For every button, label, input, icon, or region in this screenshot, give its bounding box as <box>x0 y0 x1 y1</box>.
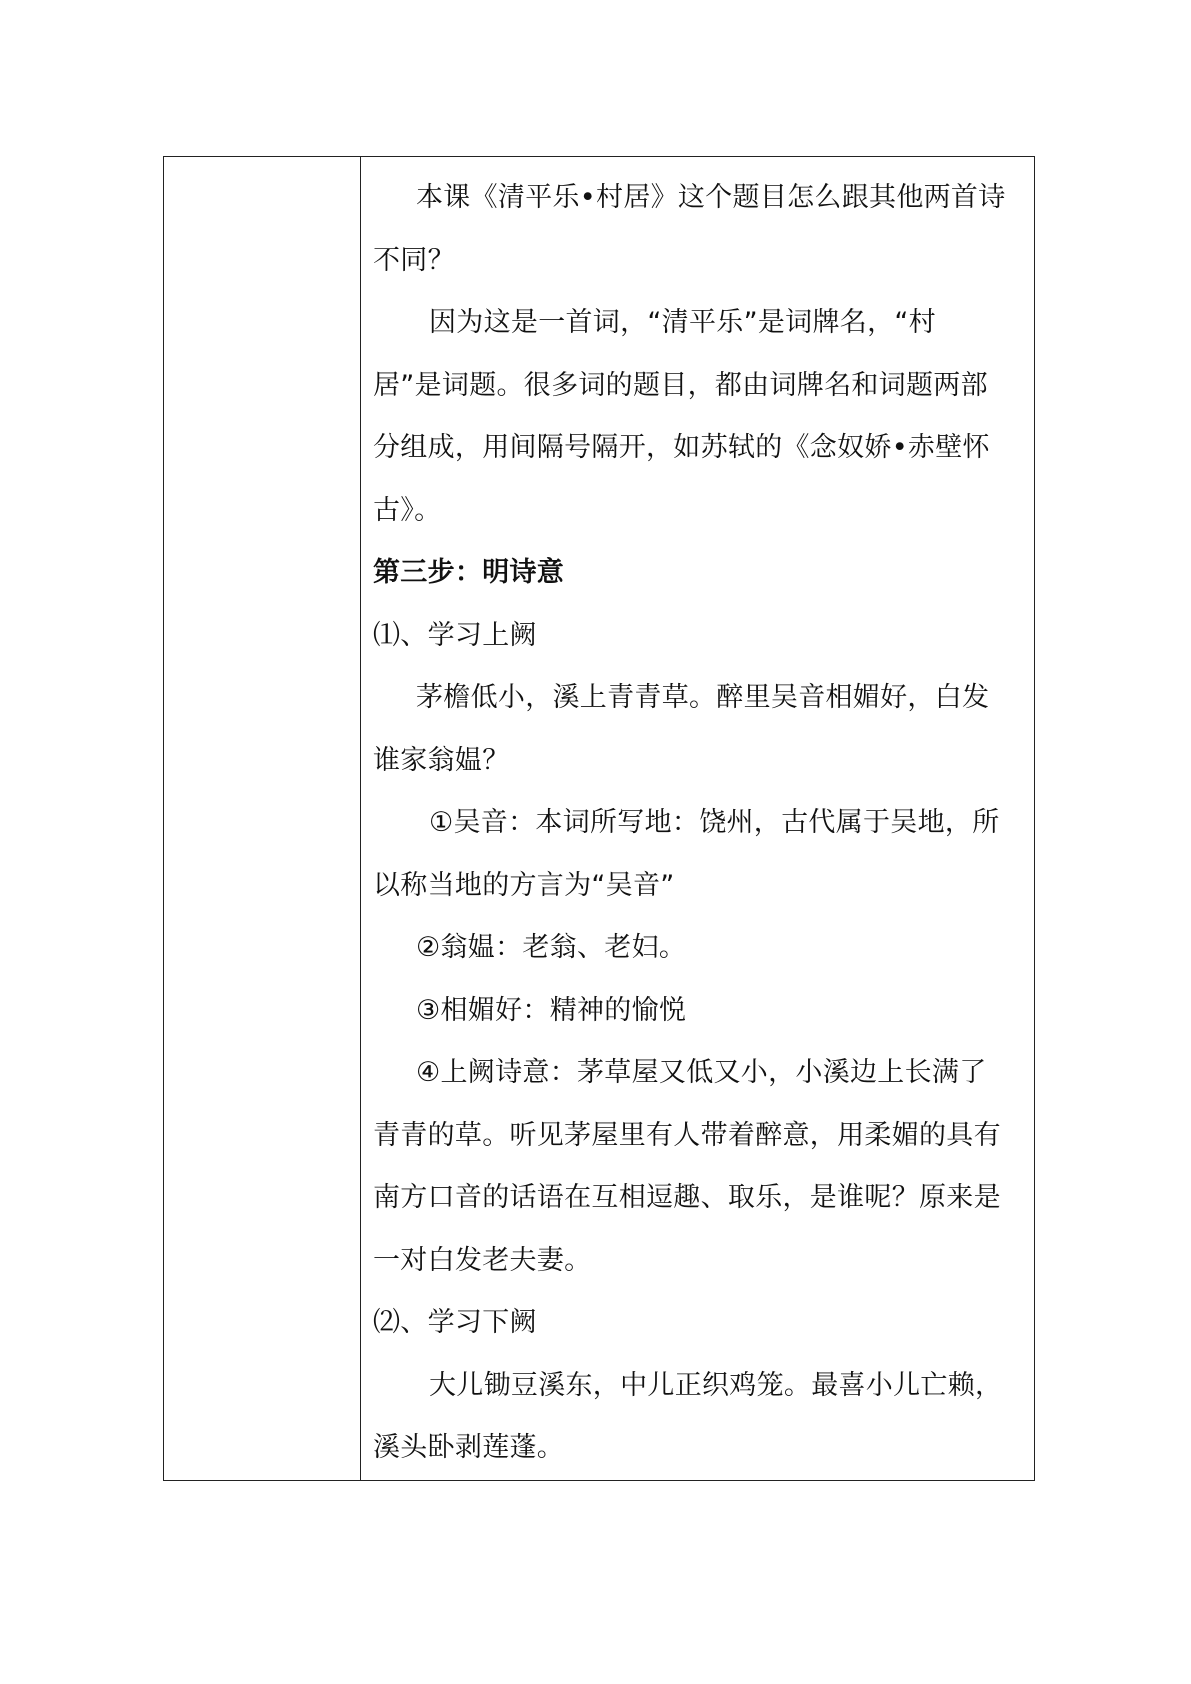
section-heading: 第三步：明诗意 <box>373 557 565 588</box>
poem-line: 茅檐低小，溪上青青草。醉里吴音相媚好，白发 <box>416 682 990 713</box>
poem-line: 溪头卧剥莲蓬。 <box>373 1432 565 1463</box>
note-line: 南方口音的话语在互相逗趣、取乐，是谁呢？原来是 <box>373 1182 1001 1213</box>
text-line: 因为这是一首词，“清平乐”是词牌名，“村 <box>429 307 936 338</box>
subsection-heading: ⑵、学习下阙 <box>373 1307 537 1338</box>
text-line: 不同？ <box>373 244 455 276</box>
note-line: ①吴音：本词所写地：饶州，古代属于吴地，所 <box>429 807 1000 838</box>
left-column-cell <box>164 157 361 1481</box>
content-cell <box>361 157 1035 1481</box>
note-line: ③相媚好：精神的愉悦 <box>416 994 687 1026</box>
table-row <box>164 157 1035 1481</box>
content-body <box>361 157 1034 1480</box>
note-line: 青青的草。听见茅屋里有人带着醉意，用柔媚的具有 <box>373 1119 1001 1151</box>
lesson-table <box>163 156 1035 1481</box>
note-line: 一对白发老夫妻。 <box>373 1244 592 1276</box>
poem-line: 大儿锄豆溪东，中儿正织鸡笼。最喜小儿亡赖， <box>429 1369 1003 1401</box>
note-line: ④上阙诗意：茅草屋又低又小，小溪边上长满了 <box>416 1057 987 1088</box>
subsection-heading: ⑴、学习上阙 <box>373 619 537 651</box>
text-line: 居”是词题。很多词的题目，都由词牌名和词题两部 <box>373 369 988 401</box>
text-line: 分组成，用间隔号隔开，如苏轼的《念奴娇•赤壁怀 <box>373 432 990 463</box>
note-line: 以称当地的方言为“吴音” <box>373 869 675 901</box>
text-line: 古》。 <box>373 494 442 526</box>
poem-line: 谁家翁媪？ <box>373 744 510 776</box>
note-line: ②翁媪：老翁、老妇。 <box>416 932 687 963</box>
text-line: 本课《清平乐•村居》这个题目怎么跟其他两首诗 <box>416 182 1006 213</box>
